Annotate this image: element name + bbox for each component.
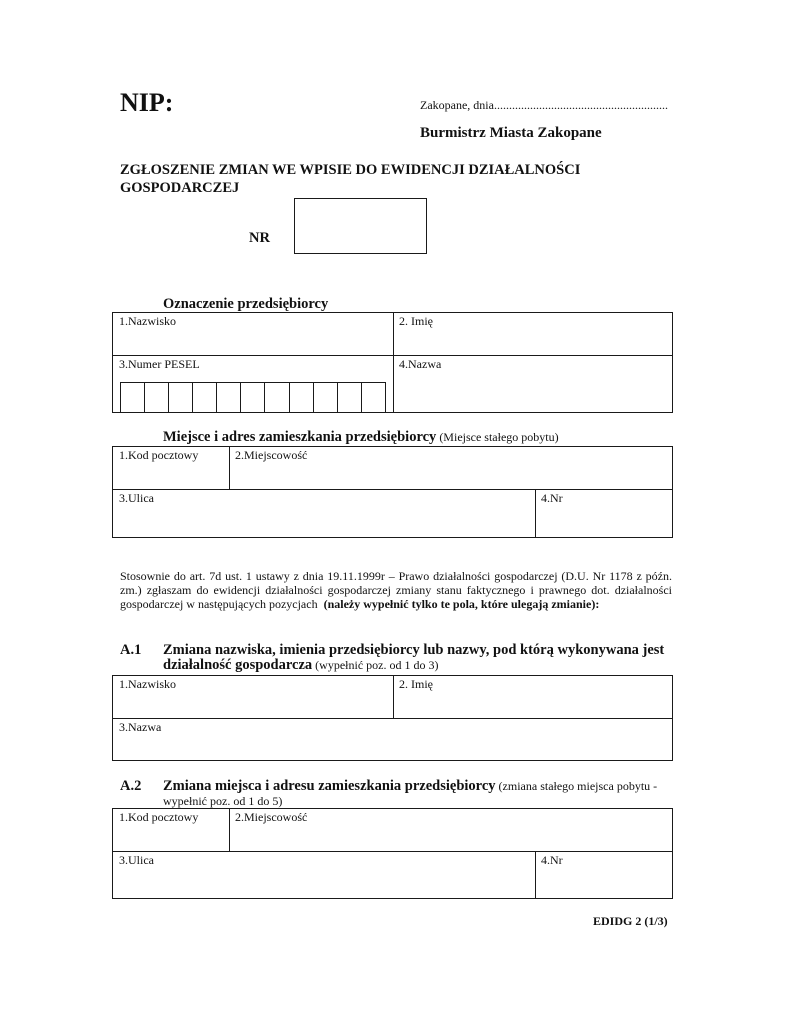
a2-number-label: 4.Nr bbox=[541, 853, 563, 867]
a1-surname-cell bbox=[112, 675, 394, 719]
section-a2-title-line bbox=[163, 779, 657, 794]
a2-postal-code-label: 1.Kod pocztowy bbox=[119, 810, 199, 824]
registration-number-box bbox=[294, 198, 427, 254]
residence-city-cell bbox=[229, 446, 673, 490]
form-title-line2: GOSPODARCZEJ bbox=[120, 180, 240, 196]
residence-heading-line bbox=[163, 430, 559, 445]
form-code: EDIDG 2 (1/3) bbox=[593, 914, 668, 928]
declaration-line3-text: gospodarczej w następujących pozycjach bbox=[120, 597, 318, 611]
residence-city-label: 2.Miejscowość bbox=[235, 448, 308, 462]
entrepreneur-heading: Oznaczenie przedsiębiorcy bbox=[163, 296, 329, 312]
entrepreneur-first-name-cell bbox=[393, 312, 673, 356]
pesel-digit-box bbox=[361, 382, 386, 413]
residence-number-cell bbox=[535, 489, 673, 538]
residence-postal-code-cell bbox=[112, 446, 230, 490]
a1-first-name-cell bbox=[393, 675, 673, 719]
residence-heading: Miejsce i adres zamieszkania przedsiębiorcy bbox=[163, 429, 437, 445]
pesel-digit-box bbox=[168, 382, 193, 413]
a2-postal-code-cell bbox=[112, 808, 230, 852]
residence-number-label: 4.Nr bbox=[541, 491, 563, 505]
entrepreneur-surname-cell bbox=[112, 312, 394, 356]
entrepreneur-surname-label: 1.Nazwisko bbox=[119, 314, 176, 328]
pesel-digit-box bbox=[337, 382, 362, 413]
section-a1-title-line2 bbox=[163, 658, 438, 673]
declaration-line2: zm.) zgłaszam do ewidencji działalności gospodarczej zmiany stanu faktycznego i prawnego dot. działalności bbox=[120, 583, 672, 597]
entrepreneur-pesel-label: 3.Numer PESEL bbox=[119, 357, 200, 371]
addressee: Burmistrz Miasta Zakopane bbox=[420, 125, 602, 141]
entrepreneur-name-cell bbox=[393, 355, 673, 413]
residence-street-label: 3.Ulica bbox=[119, 491, 154, 505]
a1-first-name-label: 2. Imię bbox=[399, 677, 433, 691]
pesel-digit-box bbox=[289, 382, 314, 413]
a2-street-cell bbox=[112, 851, 536, 899]
section-a1-number: A.1 bbox=[120, 642, 142, 658]
entrepreneur-name-label: 4.Nazwa bbox=[399, 357, 442, 371]
entrepreneur-first-name-label: 2. Imię bbox=[399, 314, 433, 328]
a2-number-cell bbox=[535, 851, 673, 899]
declaration-line1: Stosownie do art. 7d ust. 1 ustawy z dnia 19.11.1999r – Prawo działalności gospodarczej (D.U. Nr 1178 z późn. bbox=[120, 569, 672, 583]
pesel-digit-box bbox=[192, 382, 217, 413]
a2-city-label: 2.Miejscowość bbox=[235, 810, 308, 824]
a2-street-label: 3.Ulica bbox=[119, 853, 154, 867]
residence-postal-code-label: 1.Kod pocztowy bbox=[119, 448, 199, 462]
section-a2-note-line1: (zmiana stałego miejsca pobytu - bbox=[498, 779, 658, 793]
nip-label: NIP: bbox=[120, 88, 174, 117]
section-a1-title-line1: Zmiana nazwiska, imienia przedsiębiorcy lub nazwy, pod którą wykonywana jest bbox=[163, 642, 665, 658]
pesel-digit-box bbox=[120, 382, 145, 413]
section-a1-note: (wypełnić poz. od 1 do 3) bbox=[315, 658, 439, 672]
pesel-digit-box bbox=[144, 382, 169, 413]
declaration-line3 bbox=[120, 598, 599, 610]
a2-city-cell bbox=[229, 808, 673, 852]
place-date-line: Zakopane, dnia.......................................................... bbox=[420, 98, 668, 112]
residence-note: (Miejsce stałego pobytu) bbox=[439, 430, 559, 444]
pesel-digit-box bbox=[240, 382, 265, 413]
a1-name-cell bbox=[112, 718, 673, 761]
pesel-digit-box bbox=[313, 382, 338, 413]
section-a2-title: Zmiana miejsca i adresu zamieszkania przedsiębiorcy bbox=[163, 778, 496, 794]
form-title-line1: ZGŁOSZENIE ZMIAN WE WPISIE DO EWIDENCJI DZIAŁALNOŚCI bbox=[120, 162, 581, 178]
registration-number-label: NR bbox=[249, 230, 270, 246]
residence-street-cell bbox=[112, 489, 536, 538]
section-a2-note-line2: wypełnić poz. od 1 do 5) bbox=[163, 794, 283, 808]
section-a1-title-line2-text: działalność gospodarcza bbox=[163, 657, 313, 673]
pesel-digit-box bbox=[264, 382, 290, 413]
a1-name-label: 3.Nazwa bbox=[119, 720, 162, 734]
pesel-digit-box bbox=[216, 382, 241, 413]
section-a2-number: A.2 bbox=[120, 778, 142, 794]
a1-surname-label: 1.Nazwisko bbox=[119, 677, 176, 691]
declaration-instruction: (należy wypełnić tylko te pola, które ulegają zmianie): bbox=[323, 597, 600, 611]
